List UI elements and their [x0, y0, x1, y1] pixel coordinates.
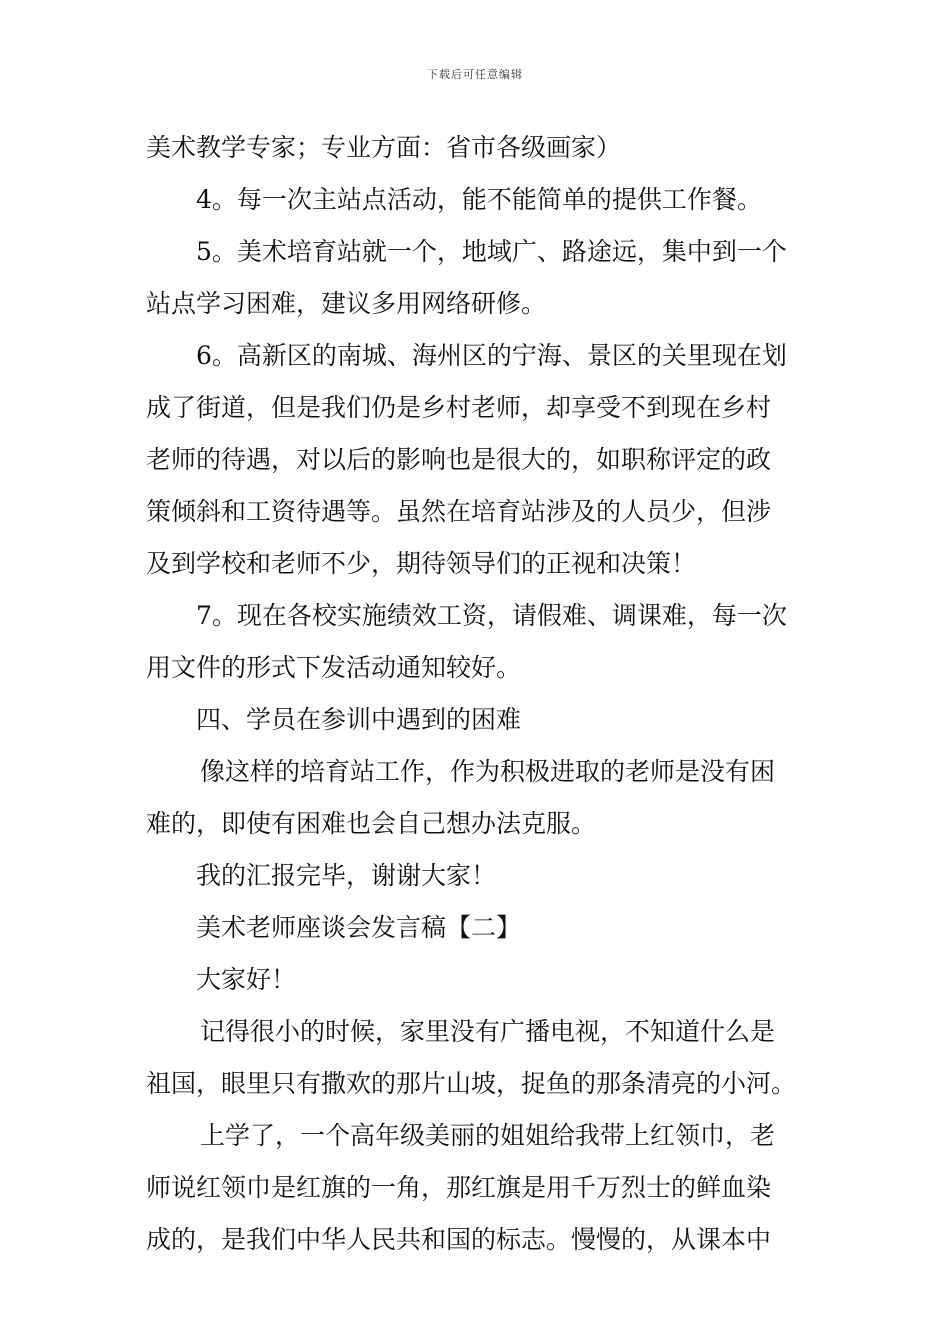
- text-line: 老师的待遇，对以后的影响也是很大的，如职称评定的政: [146, 445, 772, 474]
- text-line: 用文件的形式下发活动通知较好。: [146, 653, 522, 682]
- text-line: 美术教学专家；专业方面：省市各级画家）: [146, 133, 622, 162]
- section-title: 美术老师座谈会发言稿【二】: [196, 913, 522, 942]
- text-line: 上学了，一个高年级美丽的姐姐给我带上红领巾，老: [200, 1121, 776, 1150]
- text-line: 策倾斜和工资待遇等。虽然在培育站涉及的人员少，但涉: [146, 497, 772, 526]
- text-line: 记得很小的时候，家里没有广播电视，不知道什么是: [200, 1017, 776, 1046]
- text-line: 祖国，眼里只有撒欢的那片山坡，捉鱼的那条清亮的小河。: [146, 1069, 797, 1098]
- text-line: 像这样的培育站工作，作为积极进取的老师是没有困: [200, 757, 776, 786]
- text-line: 成的，是我们中华人民共和国的标志。慢慢的，从课本中: [146, 1225, 772, 1254]
- document-body: [146, 122, 806, 1266]
- text-line: 及到学校和老师不少，期待领导们的正视和决策！: [146, 549, 697, 578]
- page-header: 下载后可任意编辑: [427, 68, 523, 81]
- text-line: 5。美术培育站就一个，地域广、路途远，集中到一个: [196, 237, 787, 266]
- text-line: 我的汇报完毕，谢谢大家！: [196, 861, 497, 890]
- section-heading: 四、学员在参训中遇到的困难: [196, 705, 522, 734]
- text-line: 站点学习困难，建议多用网络研修。: [146, 289, 547, 318]
- text-line: 4。每一次主站点活动，能不能简单的提供工作餐。: [196, 185, 762, 214]
- text-line: 7。现在各校实施绩效工资，请假难、调课难，每一次: [196, 601, 787, 630]
- text-line: 成了街道，但是我们仍是乡村老师，却享受不到现在乡村: [146, 393, 772, 422]
- text-line: 6。高新区的南城、海州区的宁海、景区的关里现在划: [196, 341, 787, 370]
- greeting: 大家好！: [196, 965, 297, 994]
- text-line: 难的，即使有困难也会自己想办法克服。: [146, 809, 597, 838]
- text-line: 师说红领巾是红旗的一角，那红旗是用千万烈士的鲜血染: [146, 1173, 772, 1202]
